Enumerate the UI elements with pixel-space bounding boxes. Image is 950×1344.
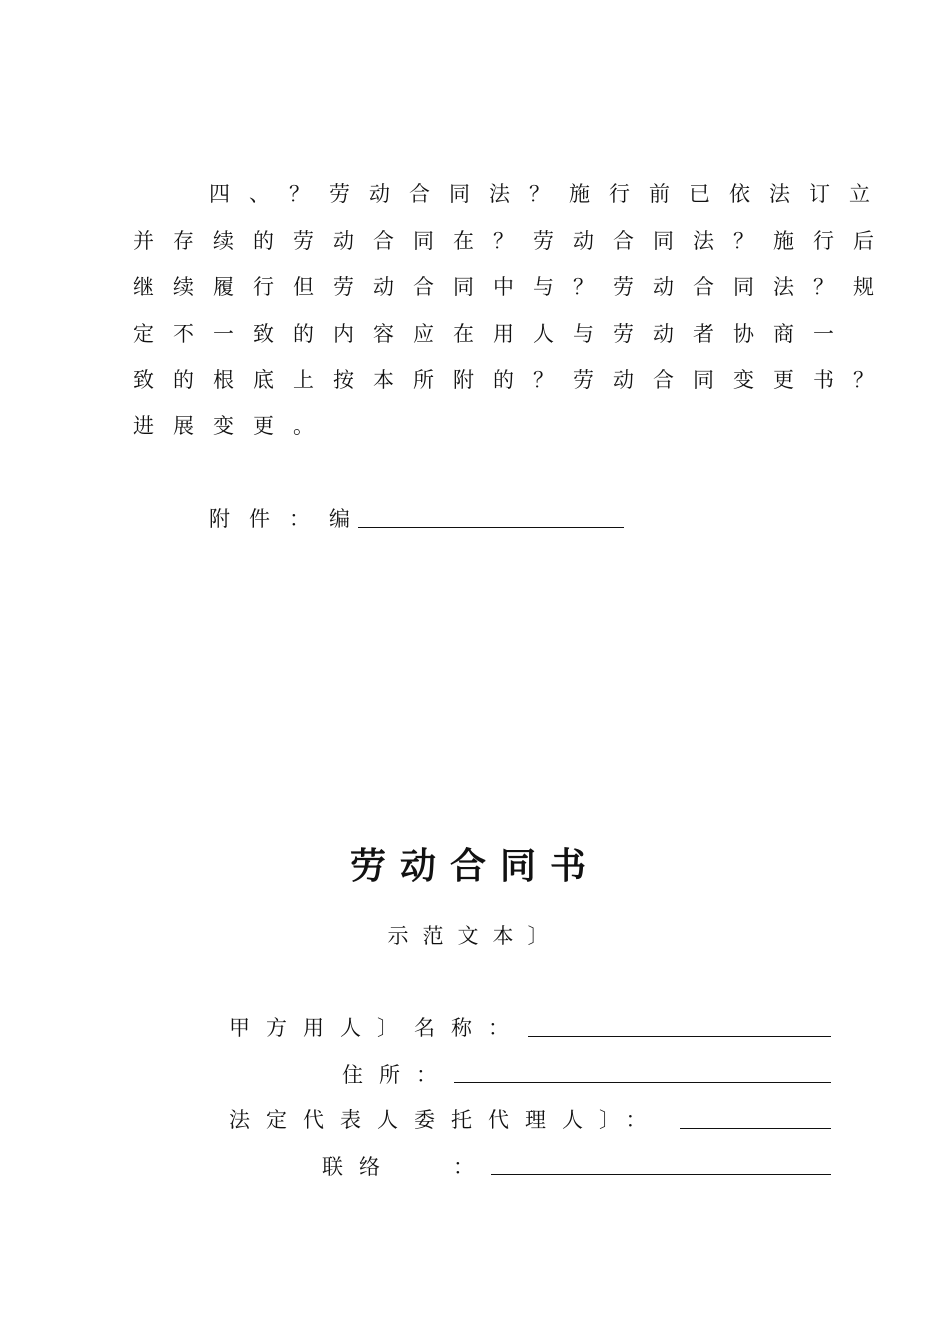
- paragraph-line-5: 致的根底上按本所附的？劳动合同变更书？: [133, 368, 893, 392]
- legal-rep-field[interactable]: [680, 1128, 831, 1129]
- paragraph-line-2: 并存续的劳动合同在？劳动合同法？施行后: [133, 229, 893, 253]
- paragraph-line-6: 进展变更。: [133, 414, 333, 438]
- attachment-number-field[interactable]: [358, 527, 624, 528]
- party-a-name-label: 甲方用人〕名称：: [229, 1016, 525, 1040]
- paragraph-line-4: 定不一致的内容应在用人与劳动者协商一: [133, 322, 853, 346]
- address-field[interactable]: [454, 1082, 831, 1083]
- contract-title: 劳动合同书: [349, 846, 600, 887]
- party-a-name-field[interactable]: [528, 1036, 831, 1037]
- legal-rep-label: 法定代表人委托代理人〕：: [229, 1108, 663, 1132]
- attachment-label: 附件：编: [209, 507, 369, 531]
- contact-field[interactable]: [491, 1174, 831, 1175]
- paragraph-line-3: 继续履行但劳动合同中与？劳动合同法？规: [133, 275, 893, 299]
- contact-colon: ：: [453, 1155, 490, 1179]
- address-label: 住所：: [342, 1063, 453, 1087]
- contact-label: 联络: [322, 1155, 396, 1179]
- contract-subtitle: 示范文本〕: [387, 924, 563, 948]
- paragraph-line-1: 四、？劳动合同法？施行前已依法订立: [209, 182, 889, 206]
